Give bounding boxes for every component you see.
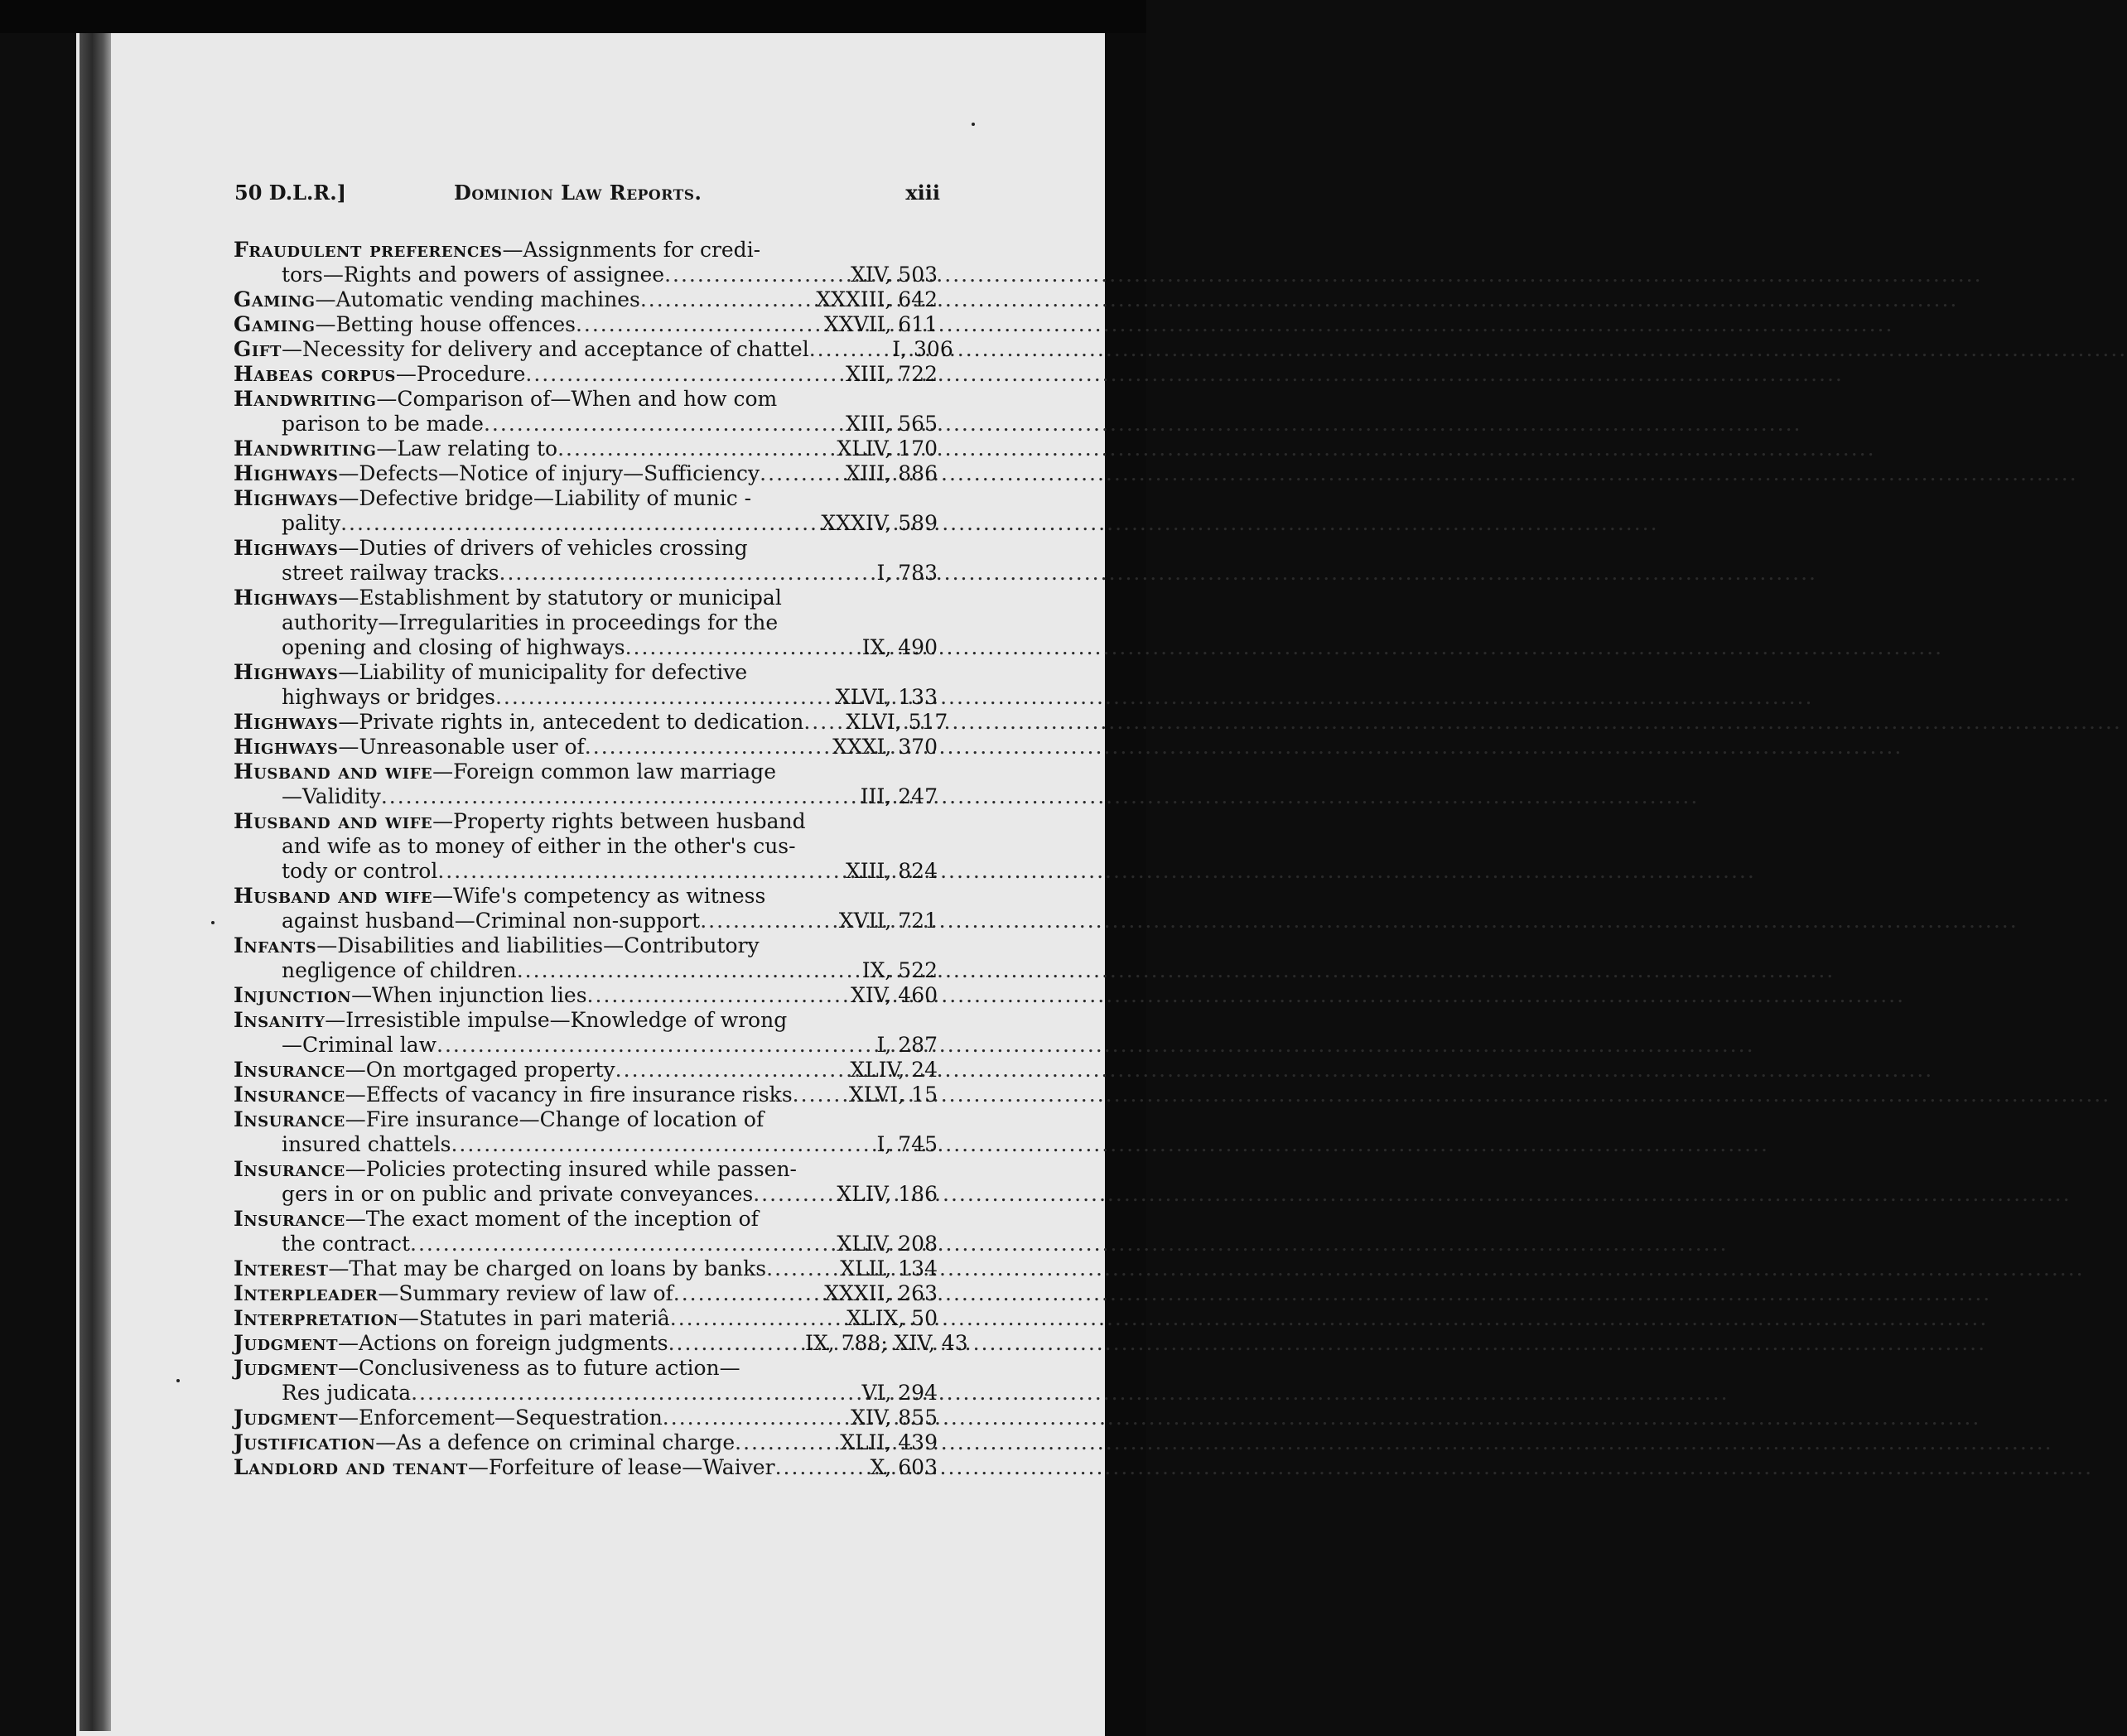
entry-text: —Defects—Notice of injury—Sufficiency: [338, 461, 760, 485]
entry-heading: Handwriting: [234, 387, 377, 411]
entry-line: [234, 337, 953, 362]
entry-text: —That may be charged on loans by banks: [328, 1256, 767, 1280]
entry-line: [234, 834, 938, 859]
entry-line: [234, 1406, 938, 1430]
index-entry: [234, 983, 938, 1008]
entry-text: —Summary review of law of: [378, 1281, 673, 1305]
volume-page-reference: XLIV, 186: [837, 1182, 938, 1206]
entry-heading: Gaming: [234, 287, 316, 311]
entry-text: —Actions on foreign judgments: [338, 1331, 668, 1355]
index-entry: [234, 1207, 938, 1256]
entry-line: [234, 387, 938, 412]
volume-page-reference: XXXIII, 642: [816, 287, 938, 311]
dot-leader: [557, 436, 800, 461]
scan-speck: [211, 921, 215, 924]
dot-leader: [587, 983, 800, 1008]
entry-text: —Validity: [282, 784, 381, 808]
entry-line: [234, 859, 938, 884]
entry-heading: Insurance: [234, 1058, 345, 1082]
entry-heading: Handwriting: [234, 436, 377, 461]
entry-line: [234, 685, 938, 710]
journal-title: Dominion Law Reports.: [454, 181, 702, 205]
entry-text: authority—Irregularities in proceedings for the: [282, 610, 779, 634]
dot-leader: [803, 710, 810, 735]
entry-line: [234, 1455, 938, 1480]
entry-line: [234, 1132, 938, 1157]
entry-text: negligence of children: [282, 958, 517, 982]
volume-page-reference: XLVI, 517: [846, 710, 948, 734]
entry-line: [234, 710, 948, 735]
entry-line: [234, 958, 938, 983]
entry-text: street railway tracks: [282, 561, 499, 585]
entry-text: —Property rights between husband: [432, 809, 806, 833]
index-entry: [234, 1281, 938, 1306]
entry-line: [234, 362, 938, 387]
entry-heading: Justification: [234, 1430, 376, 1454]
entry-line: [234, 486, 938, 511]
entry-heading: Gift: [234, 337, 282, 361]
running-header: [234, 181, 940, 214]
dot-leader: [410, 1232, 800, 1256]
entry-heading: Habeas corpus: [234, 362, 396, 386]
entry-heading: Judgment: [234, 1406, 338, 1430]
index-entry: [234, 312, 938, 337]
entry-heading: Gaming: [234, 312, 316, 336]
volume-page-reference: XIV, 460: [851, 983, 938, 1007]
entry-text: —Effects of vacancy in fire insurance risks: [345, 1083, 793, 1107]
entry-line: [234, 312, 938, 337]
entry-line: [234, 1331, 968, 1356]
entry-text: —Necessity for delivery and acceptance of chattel: [281, 337, 809, 361]
scan-speck: [176, 1379, 180, 1382]
volume-page-reference: IX, 490: [861, 635, 938, 659]
index-entry: [234, 586, 938, 660]
scan-speck: [972, 123, 975, 126]
entry-heading: Judgment: [234, 1331, 338, 1355]
entry-text: —Foreign common law marriage: [432, 760, 776, 784]
volume-page-reference: XLVI, 15: [848, 1083, 938, 1107]
volume-page-reference: IX, 788; XIV, 43: [805, 1331, 968, 1355]
entry-text: —Statutes in pari materiâ: [398, 1306, 670, 1330]
entry-line: [234, 238, 938, 263]
index-entry: [234, 1331, 968, 1356]
book-binding-shadow: [80, 33, 111, 1731]
entry-text: —Liability of municipality for defective: [338, 660, 748, 684]
entry-text: —Enforcement—Sequestration: [338, 1406, 663, 1430]
dot-leader: [766, 1256, 800, 1281]
dot-leader: [809, 337, 816, 362]
entry-heading: Husband and wife: [234, 809, 433, 833]
dot-leader: [625, 635, 800, 660]
index-entry: [234, 536, 938, 586]
entry-line: [234, 586, 938, 610]
dot-leader: [340, 511, 800, 536]
entry-text: gers in or on public and private conveyances: [282, 1182, 754, 1206]
entry-heading: Highways: [234, 586, 339, 610]
entry-text: highways or bridges: [282, 685, 495, 709]
dot-leader: [760, 461, 800, 486]
dot-leader: [576, 312, 800, 337]
index-entry: [234, 735, 938, 760]
dot-leader: [585, 735, 800, 760]
entry-text: tody or control: [282, 859, 438, 883]
entry-text: insured chattels: [282, 1132, 451, 1156]
index-entries: [234, 238, 968, 1480]
entry-line: [234, 536, 938, 561]
entry-heading: Interpleader: [234, 1281, 379, 1305]
index-entry: [234, 1455, 938, 1480]
entry-text: —Disabilities and liabilities—Contributory: [316, 933, 760, 957]
entry-heading: Interpretation: [234, 1306, 398, 1330]
index-entry: [234, 884, 938, 933]
entry-text: —Automatic vending machines: [315, 287, 640, 311]
volume-page-reference: I, 783: [876, 561, 938, 585]
entry-heading: Insurance: [234, 1107, 345, 1131]
entry-text: opening and closing of highways: [282, 635, 625, 659]
volume-page-reference: XLII, 439: [840, 1430, 938, 1454]
entry-line: [234, 884, 938, 909]
index-entry: [234, 387, 938, 436]
entry-heading: Highways: [234, 660, 339, 684]
entry-line: [234, 635, 938, 660]
volume-page-reference: III, 247: [860, 784, 938, 808]
index-entry: [234, 1058, 938, 1083]
entry-text: —As a defence on criminal charge: [375, 1430, 736, 1454]
entry-line: [234, 760, 938, 784]
index-entry: [234, 436, 938, 461]
entry-heading: Insurance: [234, 1157, 345, 1181]
entry-line: [234, 263, 938, 287]
entry-line: [234, 1182, 938, 1207]
volume-page-reference: IX, 522: [861, 958, 938, 982]
dot-leader: [664, 263, 800, 287]
entry-line: [234, 909, 938, 933]
entry-heading: Highways: [234, 536, 339, 560]
index-entry: [234, 1083, 938, 1107]
entry-text: —Policies protecting insured while passen-: [345, 1157, 798, 1181]
volume-page-reference: XLIV, 208: [837, 1232, 938, 1256]
entry-heading: Insurance: [234, 1207, 345, 1231]
entry-heading: Fraudulent preferences: [234, 238, 503, 262]
entry-text: —Comparison of—When and how com: [376, 387, 778, 411]
index-entry: [234, 287, 938, 312]
index-entry: [234, 337, 953, 362]
entry-heading: Injunction: [234, 983, 352, 1007]
entry-text: —Law relating to: [376, 436, 558, 461]
volume-page-reference: X, 603: [870, 1455, 938, 1479]
entry-line: [234, 1430, 938, 1455]
volume-label: 50 D.L.R.]: [234, 181, 346, 205]
index-entry: [234, 660, 938, 710]
volume-page-reference: XXXIV, 589: [821, 511, 938, 535]
dot-leader: [495, 685, 800, 710]
dot-leader: [640, 287, 800, 312]
page-number: xiii: [905, 181, 940, 205]
entry-text: —Wife's competency as witness: [432, 884, 766, 908]
volume-page-reference: XIII, 565: [845, 412, 938, 436]
index-entry: [234, 1306, 938, 1331]
dot-leader: [411, 1381, 800, 1406]
entry-heading: Husband and wife: [234, 884, 433, 908]
volume-page-reference: XLVI, 133: [836, 685, 938, 709]
index-entry: [234, 933, 938, 983]
entry-text: and wife as to money of either in the other's cus-: [282, 834, 796, 858]
volume-page-reference: XXXII, 263: [824, 1281, 938, 1305]
dot-leader: [451, 1132, 800, 1157]
volume-page-reference: XXVII, 611: [823, 312, 938, 336]
dot-leader: [668, 1331, 800, 1356]
index-entry: [234, 486, 938, 536]
index-entry: [234, 1008, 938, 1058]
entry-text: —Procedure: [395, 362, 526, 386]
dot-leader: [436, 1033, 800, 1058]
entry-line: [234, 436, 938, 461]
entry-text: —Assignments for credi-: [502, 238, 761, 262]
entry-text: —Fire insurance—Change of location of: [345, 1107, 764, 1131]
entry-heading: Insurance: [234, 1083, 345, 1107]
entry-text: —Unreasonable user of: [338, 735, 585, 759]
entry-line: [234, 287, 938, 312]
entry-text: —Criminal law: [282, 1033, 437, 1057]
dot-leader: [670, 1306, 800, 1331]
dot-leader: [793, 1083, 800, 1107]
entry-line: [234, 933, 938, 958]
dot-leader: [615, 1058, 800, 1083]
entry-text: parison to be made: [282, 412, 484, 436]
dot-leader: [753, 1182, 800, 1207]
entry-line: [234, 1033, 938, 1058]
entry-heading: Judgment: [234, 1356, 338, 1380]
entry-heading: Highways: [234, 486, 339, 510]
entry-line: [234, 610, 938, 635]
volume-page-reference: XVII, 721: [838, 909, 938, 933]
dot-leader: [484, 412, 800, 436]
dot-leader: [437, 859, 800, 884]
dot-leader: [499, 561, 800, 586]
entry-text: —Betting house offences: [315, 312, 576, 336]
entry-text: tors—Rights and powers of assignee: [282, 263, 665, 287]
entry-line: [234, 1083, 938, 1107]
volume-page-reference: XIII, 722: [845, 362, 938, 386]
entry-text: —Conclusiveness as to future action—: [338, 1356, 740, 1380]
index-entry: [234, 809, 938, 884]
entry-heading: Highways: [234, 461, 339, 485]
entry-line: [234, 1207, 938, 1232]
entry-line: [234, 1256, 938, 1281]
entry-heading: Husband and wife: [234, 760, 433, 784]
entry-line: [234, 1381, 938, 1406]
entry-line: [234, 412, 938, 436]
entry-text: —On mortgaged property: [345, 1058, 615, 1082]
entry-text: —Forfeiture of lease—Waiver: [467, 1455, 775, 1479]
entry-line: [234, 1008, 938, 1033]
volume-page-reference: I, 287: [876, 1033, 938, 1057]
volume-page-reference: XIV, 855: [851, 1406, 938, 1430]
dot-leader: [381, 784, 800, 809]
volume-page-reference: XLIV, 170: [837, 436, 938, 461]
index-entry: [234, 710, 948, 735]
entry-line: [234, 1058, 938, 1083]
volume-page-reference: XLII, 134: [840, 1256, 938, 1280]
volume-page-reference: XIII, 824: [845, 859, 938, 883]
index-entry: [234, 1157, 938, 1207]
entry-line: [234, 784, 938, 809]
entry-line: [234, 511, 938, 536]
entry-line: [234, 1281, 938, 1306]
index-entry: [234, 1356, 938, 1406]
volume-page-reference: XXXI, 370: [832, 735, 938, 759]
volume-page-reference: I, 306: [892, 337, 953, 361]
index-entry: [234, 461, 938, 486]
dot-leader: [673, 1281, 800, 1306]
entry-text: —Irresistible impulse—Knowledge of wrong: [325, 1008, 788, 1032]
entry-heading: Landlord and tenant: [234, 1455, 468, 1479]
volume-page-reference: XLIV, 24: [850, 1058, 938, 1082]
index-entry: [234, 238, 938, 287]
entry-line: [234, 461, 938, 486]
index-entry: [234, 1107, 938, 1157]
volume-page-reference: VI, 294: [861, 1381, 938, 1405]
volume-page-reference: XIV, 503: [851, 263, 938, 287]
scan-top-border: [0, 0, 1146, 33]
entry-text: the contract: [282, 1232, 410, 1256]
dot-leader: [735, 1430, 800, 1455]
entry-text: —Duties of drivers of vehicles crossing: [338, 536, 748, 560]
dot-leader: [700, 909, 800, 933]
entry-line: [234, 660, 938, 685]
entry-line: [234, 1232, 938, 1256]
entry-heading: Insanity: [234, 1008, 326, 1032]
entry-text: —The exact moment of the inception of: [345, 1207, 759, 1231]
index-entry: [234, 362, 938, 387]
entry-text: —Establishment by statutory or municipal: [338, 586, 782, 610]
index-entry: [234, 760, 938, 809]
entry-line: [234, 1306, 938, 1331]
dot-leader: [525, 362, 800, 387]
volume-page-reference: XIII, 886: [845, 461, 938, 485]
entry-line: [234, 735, 938, 760]
entry-text: —Defective bridge—Liability of munic -: [338, 486, 752, 510]
entry-text: —Private rights in, antecedent to dedication: [338, 710, 804, 734]
dot-leader: [775, 1455, 800, 1480]
entry-line: [234, 561, 938, 586]
entry-heading: Infants: [234, 933, 317, 957]
entry-heading: Highways: [234, 710, 339, 734]
entry-line: [234, 983, 938, 1008]
entry-text: against husband—Criminal non-support: [282, 909, 701, 933]
index-entry: [234, 1256, 938, 1281]
entry-line: [234, 1157, 938, 1182]
entry-text: —When injunction lies: [351, 983, 587, 1007]
index-entry: [234, 1406, 938, 1430]
entry-text: pality: [282, 511, 341, 535]
entry-heading: Interest: [234, 1256, 329, 1280]
entry-line: [234, 809, 938, 834]
dot-leader: [663, 1406, 800, 1430]
index-entry: [234, 1430, 938, 1455]
volume-page-reference: I, 745: [876, 1132, 938, 1156]
entry-text: Res judicata: [282, 1381, 412, 1405]
entry-line: [234, 1356, 938, 1381]
entry-heading: Highways: [234, 735, 339, 759]
volume-page-reference: XLIX, 50: [846, 1306, 938, 1330]
entry-line: [234, 1107, 938, 1132]
dot-leader: [517, 958, 800, 983]
